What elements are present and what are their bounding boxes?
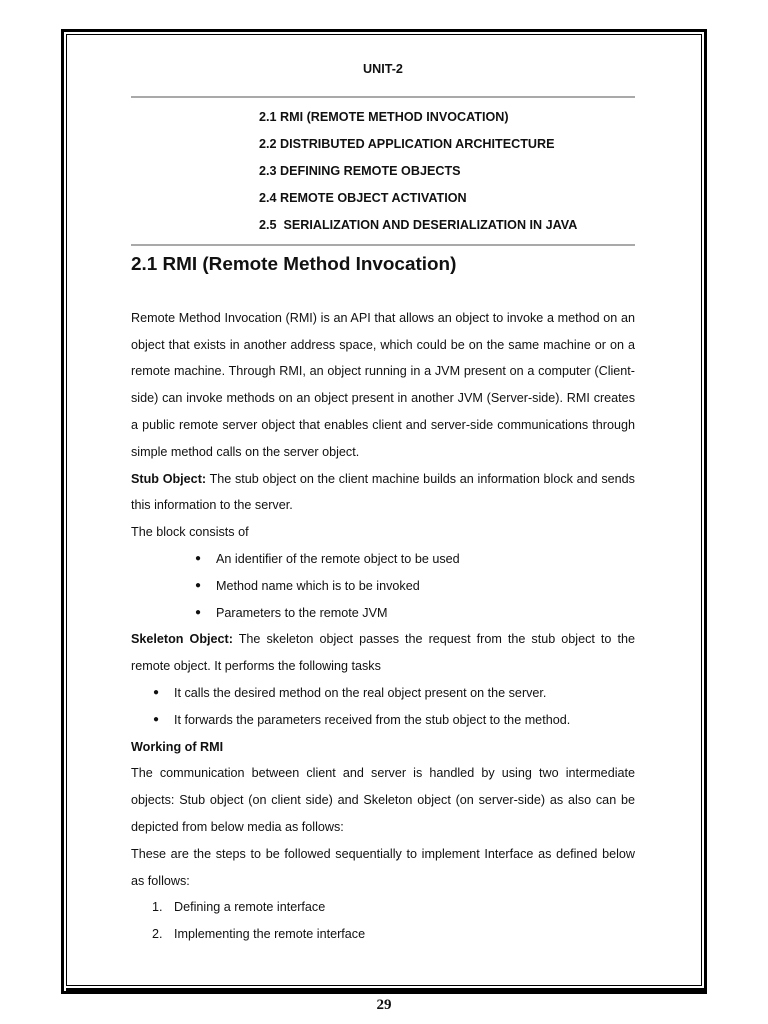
working-paragraph: The communication between client and server is handled by using two intermediate objects: Stub object (on client side) and Skeleton object (on server-side) as also can be depicted from below media as follows: (131, 766, 635, 834)
step-text: Implementing the remote interface (174, 927, 366, 942)
step-number: 1. (152, 900, 163, 915)
list-item-text: Method name which is to be invoked (216, 578, 420, 593)
page-number: 29 (376, 997, 392, 1013)
bullet-icon: ● (153, 686, 160, 698)
page-content (131, 58, 635, 948)
block-intro: The block consists of (131, 525, 249, 540)
block-list (131, 546, 635, 626)
list-item-text: An identifier of the remote object to be used (216, 551, 460, 566)
intro-paragraph: Remote Method Invocation (RMI) is an API that allows an object to invoke a method on an object that exists in another address space, which could be on the same machine or on a remote machine. Through RMI, an object running in a JVM present on a computer (Client-side) can invoke methods on an object present in another JVM (Server-side). RMI creates a public remote server object that enables client and server-side communications through simple method calls on the server object. (131, 310, 635, 459)
bullet-icon: ● (153, 713, 160, 725)
bullet-icon: ● (195, 579, 202, 591)
stub-label: Stub Object: (131, 471, 207, 486)
list-item-text: It forwards the parameters received from the stub object to the method. (174, 712, 571, 727)
skeleton-label: Skeleton Object: (131, 632, 233, 647)
list-item-text: Parameters to the remote JVM (216, 605, 388, 620)
steps-intro: These are the steps to be followed sequentially to implement Interface as defined below as follows: (131, 846, 635, 888)
stub-text: The stub object on the client machine builds an information block and sends this information to the server. (131, 471, 635, 513)
working-heading: Working of RMI (131, 739, 224, 754)
list-item (131, 546, 635, 573)
bullet-icon: ● (195, 606, 202, 618)
list-item (131, 573, 635, 600)
toc-item: 2.3 DEFINING REMOTE OBJECTS (259, 164, 461, 178)
toc-item: 2.5 SERIALIZATION AND DESERIALIZATION IN JAVA (259, 218, 578, 232)
page-border-shadow (66, 988, 707, 993)
toc-bottom-rule (131, 244, 635, 246)
list-item (131, 600, 635, 627)
list-item (131, 921, 635, 948)
toc-item: 2.4 REMOTE OBJECT ACTIVATION (259, 191, 467, 205)
toc-item: 2.1 RMI (REMOTE METHOD INVOCATION) (259, 110, 509, 124)
unit-title: UNIT-2 (363, 62, 403, 76)
skeleton-task-list (131, 680, 635, 734)
stub-paragraph (131, 466, 635, 520)
list-item (131, 680, 635, 707)
list-item-text: It calls the desired method on the real object present on the server. (174, 685, 547, 700)
step-number: 2. (152, 927, 163, 942)
toc-item: 2.2 DISTRIBUTED APPLICATION ARCHITECTURE (259, 137, 555, 151)
list-item (131, 894, 635, 921)
section-heading: 2.1 RMI (Remote Method Invocation) (131, 254, 457, 275)
step-text: Defining a remote interface (174, 900, 326, 915)
list-item (131, 707, 635, 734)
bullet-icon: ● (195, 552, 202, 564)
steps-list (131, 894, 635, 948)
skeleton-paragraph (131, 626, 635, 680)
table-of-contents (131, 98, 635, 244)
skeleton-text: The skeleton object passes the request from the stub object to the remote object. It performs the following tasks (131, 632, 635, 674)
